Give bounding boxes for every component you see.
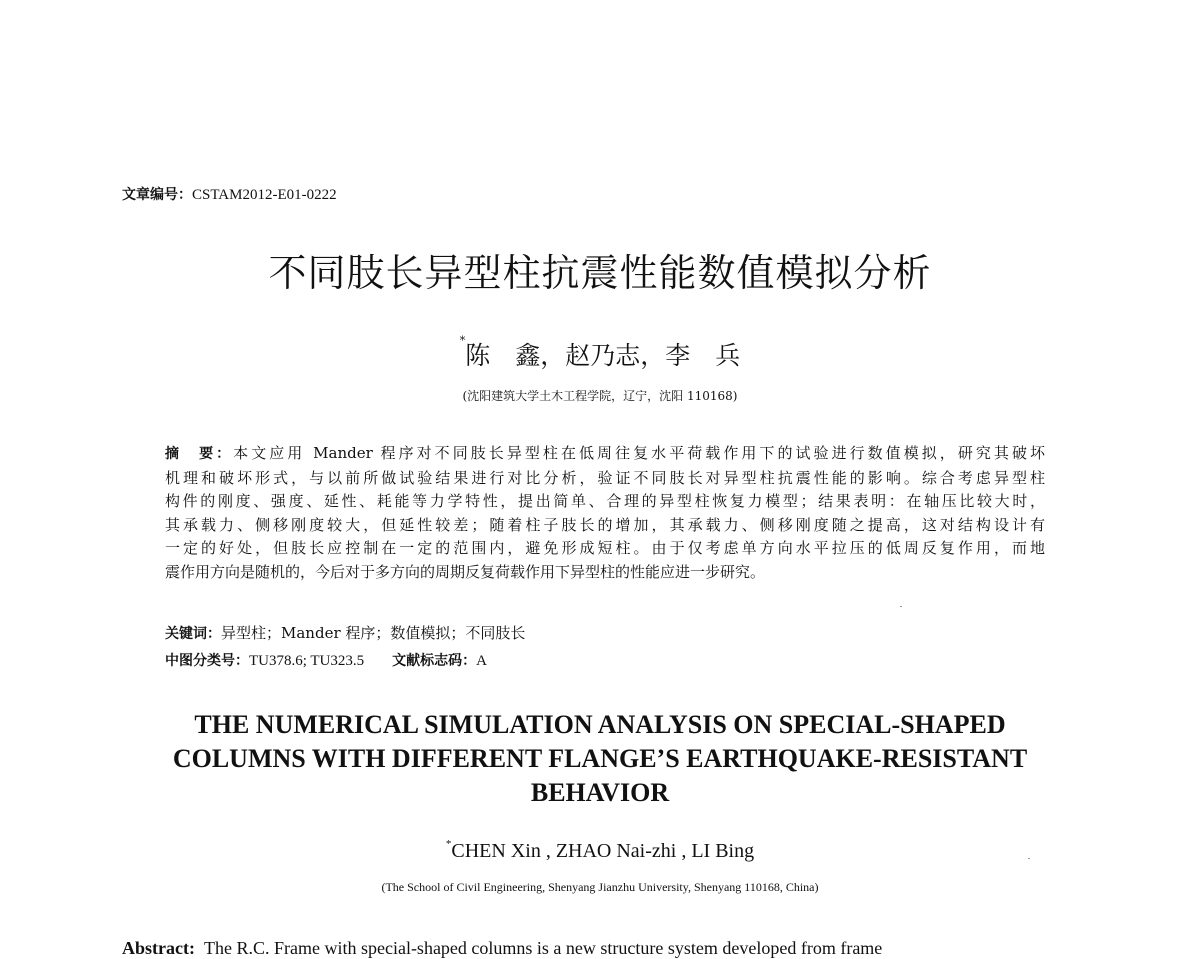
english-title-line: THE NUMERICAL SIMULATION ANALYSIS ON SPECIAL-SHAPED [194, 710, 1006, 739]
classification [165, 650, 487, 670]
article-number [122, 184, 337, 204]
chinese-abstract-line: 构件的刚度、强度、延性、耗能等力学特性，提出简单、合理的异型柱恢复力模型；结果表明：在轴压比较大时， [165, 492, 1045, 510]
chinese-abstract-text: 本文应用 Mander 程序对不同肢长异型柱在低周往复水平荷载作用下的试验进行数值模拟，研究其破坏 [233, 444, 1046, 462]
english-author-names: CHEN Xin , ZHAO Nai-zhi , LI Bing [451, 840, 755, 862]
clc-value: TU378.6; TU323.5 [249, 653, 365, 669]
keywords-value: 异型柱；Mander 程序；数值模拟；不同肢长 [221, 624, 526, 642]
chinese-affiliation: (沈阳建筑大学土木工程学院，辽宁，沈阳 110168) [462, 389, 738, 403]
chinese-abstract-line: 其承载力、侧移刚度较大，但延性较差；随着柱子肢长的增加，其承载力、侧移刚度随之提高，这对结构设计有 [165, 515, 1045, 534]
chinese-abstract-line: 震作用方向是随机的，今后对于多方向的周期反复荷载作用下异型柱的性能应进一步研究。 [165, 562, 766, 581]
doc-code-label: 文献标志码： [392, 653, 477, 669]
chinese-abstract-line: 一定的好处，但肢长应控制在一定的范围内，避免形成短柱。由于仅考虑单方向水平拉压的低周反复作用，而地 [165, 539, 1045, 557]
english-authors [0, 840, 1200, 863]
english-abstract-label: Abstract: [122, 938, 195, 958]
english-title-line: BEHAVIOR [530, 778, 670, 807]
corresponding-author-marker: * [445, 838, 452, 850]
scan-speck [900, 606, 902, 607]
article-number-label: 文章编号： [122, 187, 192, 203]
chinese-abstract-line [165, 442, 1045, 467]
corresponding-author-marker: * [459, 334, 466, 347]
keywords [165, 622, 525, 643]
english-title-line: COLUMNS WITH DIFFERENT FLANGE’S EARTHQUAKE-RESISTANT [172, 744, 1028, 773]
scan-speck [1028, 858, 1030, 859]
clc-label: 中图分类号： [165, 653, 249, 669]
chinese-abstract [165, 442, 1045, 584]
chinese-author-names: 陈 鑫，赵乃志，李 兵 [465, 341, 741, 370]
english-affiliation: (The School of Civil Engineering, Shenyang Jianzhu University, Shenyang 110168, China) [381, 880, 819, 894]
chinese-authors [0, 336, 1200, 372]
chinese-abstract-label: 摘 要： [165, 446, 234, 462]
english-abstract-text: The R.C. Frame with special-shaped columns is a new structure system developed from frame [203, 938, 883, 958]
keywords-label: 关键词： [165, 626, 221, 642]
english-title [0, 708, 1200, 810]
doc-code-value: A [476, 653, 487, 669]
article-number-value: CSTAM2012-E01-0222 [192, 187, 337, 203]
chinese-abstract-line: 机理和破坏形式，与以前所做试验结果进行对比分析，验证不同肢长对异型柱抗震性能的影响。综合考虑异型柱 [165, 468, 1045, 487]
chinese-title: 不同肢长异型柱抗震性能数值模拟分析 [268, 251, 932, 295]
english-abstract [122, 938, 882, 959]
